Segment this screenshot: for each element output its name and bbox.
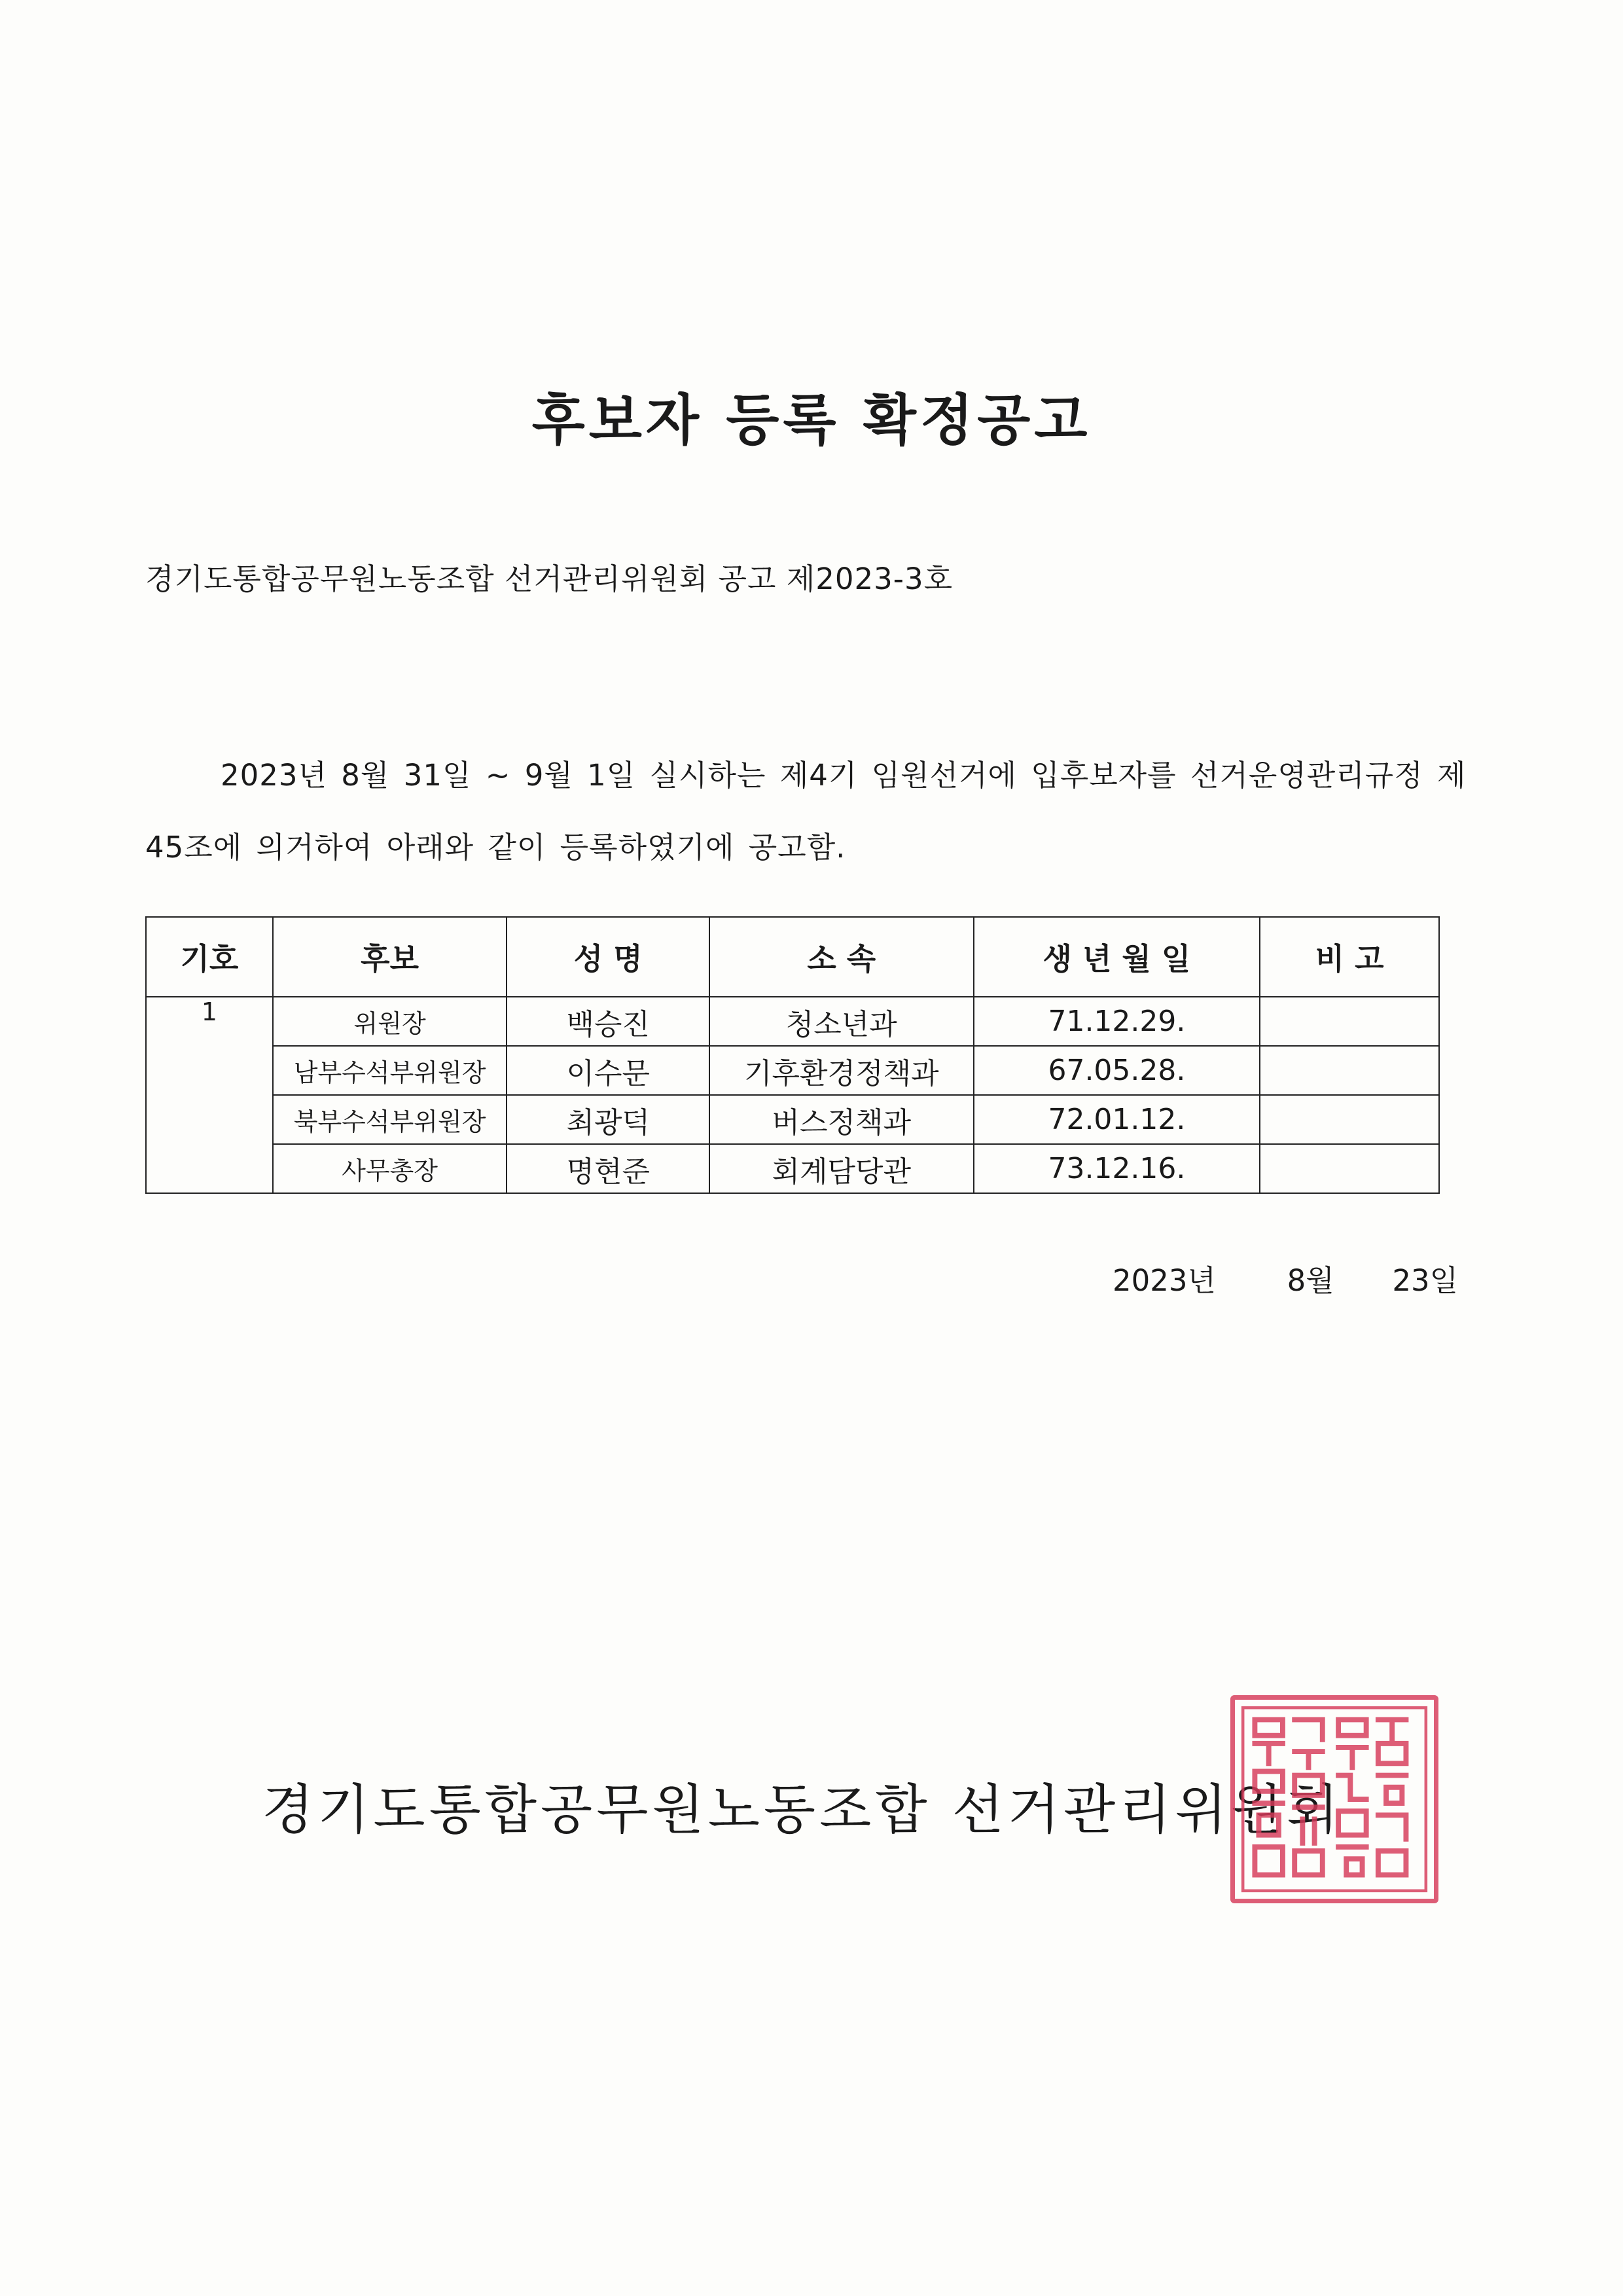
birthdate-cell: 71.12.29. — [974, 997, 1260, 1046]
header-candidate: 후보 — [273, 917, 507, 997]
note-cell — [1260, 1095, 1439, 1144]
position-cell: 북부수석부위원장 — [273, 1095, 507, 1144]
date-day: 23일 — [1392, 1263, 1459, 1298]
position-cell: 사무총장 — [273, 1144, 507, 1193]
candidate-number: 1 — [146, 997, 273, 1193]
notice-body: 2023년 8월 31일 ~ 9월 1일 실시하는 제4기 임원선거에 입후보자를 선거운영관리규정 제 45조에 의거하여 아래와 같이 등록하였기에 공고함. — [145, 758, 1467, 865]
name-cell: 이수문 — [507, 1046, 709, 1095]
header-number: 기호 — [146, 917, 273, 997]
date-month: 8월 — [1287, 1263, 1334, 1298]
notice-number: 경기도통합공무원노동조합 선거관리위원회 공고 제2023-3호 — [145, 562, 954, 596]
birthdate-cell: 67.05.28. — [974, 1046, 1260, 1095]
official-seal-stamp — [1230, 1695, 1438, 1903]
name-cell: 최광덕 — [507, 1095, 709, 1144]
note-cell — [1260, 997, 1439, 1046]
name-cell: 명현준 — [507, 1144, 709, 1193]
note-cell — [1260, 1144, 1439, 1193]
header-department: 소 속 — [709, 917, 974, 997]
birthdate-cell: 72.01.12. — [974, 1095, 1260, 1144]
position-cell: 남부수석부위원장 — [273, 1046, 507, 1095]
candidates-table — [145, 916, 1440, 1194]
issuing-organization: 경기도통합공무원노동조합 선거관리위원회 — [262, 1779, 1343, 1841]
notice-date — [1113, 1257, 1458, 1299]
table-row — [146, 997, 1439, 1046]
document-title: 후보자 등록 확정공고 — [531, 388, 1092, 452]
department-cell: 청소년과 — [709, 997, 974, 1046]
header-name: 성 명 — [507, 917, 709, 997]
header-birthdate: 생 년 월 일 — [974, 917, 1260, 997]
table-header-row — [146, 917, 1439, 997]
header-note: 비 고 — [1260, 917, 1439, 997]
date-year: 2023년 — [1113, 1263, 1216, 1298]
table-row — [146, 1046, 1439, 1095]
table-row — [146, 1144, 1439, 1193]
name-cell: 백승진 — [507, 997, 709, 1046]
note-cell — [1260, 1046, 1439, 1095]
department-cell: 회계담당관 — [709, 1144, 974, 1193]
seal-icon — [1235, 1700, 1434, 1899]
department-cell: 버스정책과 — [709, 1095, 974, 1144]
birthdate-cell: 73.12.16. — [974, 1144, 1260, 1193]
table-row — [146, 1095, 1439, 1144]
department-cell: 기후환경정책과 — [709, 1046, 974, 1095]
position-cell: 위원장 — [273, 997, 507, 1046]
